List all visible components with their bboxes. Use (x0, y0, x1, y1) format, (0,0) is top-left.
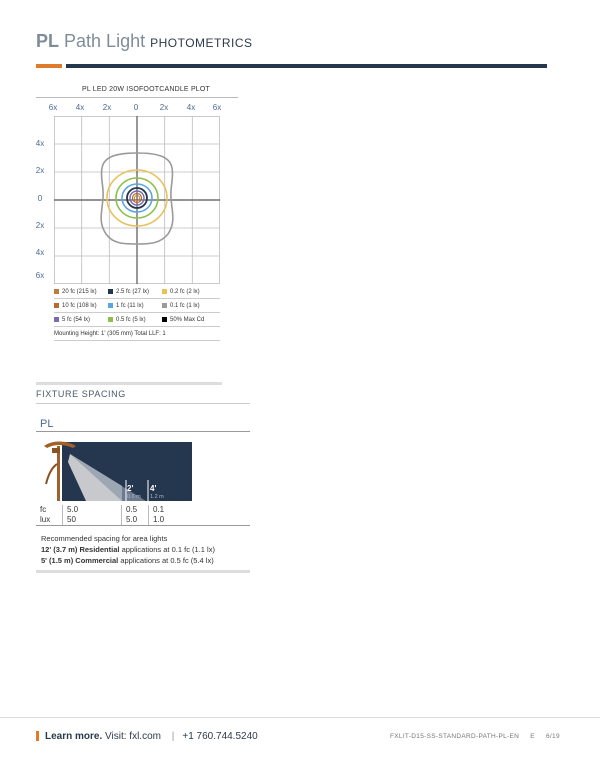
recommendation-intro: Recommended spacing for area lights (41, 534, 168, 543)
header-accent-bar (36, 64, 62, 68)
x-tick: 6x (212, 103, 222, 112)
table-row (36, 515, 250, 525)
marker-4ft: 4' (150, 484, 157, 493)
footer-accent (36, 731, 39, 741)
model-label: PL (40, 418, 54, 430)
x-tick: 4x (75, 103, 85, 112)
website-link[interactable]: Visit: fxl.com (102, 731, 161, 742)
y-tick: 4x (35, 139, 45, 148)
x-tick: 4x (186, 103, 196, 112)
legend-swatch (54, 289, 59, 294)
spacing-table (36, 505, 250, 525)
legend-item (162, 303, 214, 309)
x-tick: 2x (102, 103, 112, 112)
marker-2ft: 2' (127, 484, 134, 493)
recommendation-line (41, 544, 215, 555)
legend-row (54, 299, 220, 313)
section-rule (36, 403, 250, 404)
legend-swatch (162, 303, 167, 308)
legend-label: 1 fc (11 lx) (116, 302, 144, 309)
product-name: Path Light (64, 31, 146, 51)
recommendation-line (41, 555, 215, 566)
legend-label: 0.5 fc (5 lx) (116, 316, 146, 323)
legend-row (54, 313, 220, 327)
doc-revision: E (530, 733, 535, 740)
table-cell: 0.1 (148, 505, 164, 515)
table-row (36, 505, 250, 515)
table-cell: 0.5 (121, 505, 148, 515)
plot-title-rule (36, 97, 238, 98)
plot-title: PL LED 20W ISOFOOTCANDLE PLOT (81, 86, 211, 93)
y-tick: 2x (35, 166, 45, 175)
recommendation-bar (36, 570, 250, 573)
x-tick: 0 (133, 103, 139, 112)
legend-label: 10 fc (108 lx) (62, 302, 97, 309)
legend-swatch (54, 303, 59, 308)
y-tick: 0 (37, 194, 43, 203)
footer-contact (45, 731, 258, 742)
legend-item (108, 289, 160, 295)
section-name: PHOTOMETRICS (150, 36, 253, 50)
recommendation-emphasis: 12' (3.7 m) Residential (41, 545, 120, 554)
model-rule (36, 431, 250, 432)
doc-date: 6/19 (546, 733, 560, 740)
legend-label: 0.1 fc (1 lx) (170, 302, 200, 309)
legend-label: 50% Max Cd (170, 316, 205, 323)
doc-code: FXLIT-D15-SS-STANDARD-PATH-PL-EN (390, 733, 520, 740)
legend-label: 2.5 fc (27 lx) (116, 288, 150, 295)
table-cell: 50 (62, 515, 121, 525)
page-title (36, 31, 253, 52)
section-title: FIXTURE SPACING (36, 389, 126, 399)
recommendation-emphasis: 5' (1.5 m) Commercial (41, 556, 119, 565)
mounting-info: Mounting Height: 1' (305 mm) Total LLF: 1 (54, 327, 220, 341)
legend-swatch (108, 289, 113, 294)
recommendation-text: applications at 0.5 fc (5.4 lx) (118, 556, 214, 565)
y-tick: 2x (35, 221, 45, 230)
table-cell: 5.0 (62, 505, 121, 515)
legend-item (54, 303, 106, 309)
recommendation-text: applications at 0.1 fc (1.1 lx) (119, 545, 215, 554)
brand-code: PL (36, 31, 60, 51)
legend-swatch (108, 317, 113, 322)
legend-label: 20 fc (215 lx) (62, 288, 97, 295)
legend-swatch (162, 317, 167, 322)
table-cell: 1.0 (148, 515, 164, 525)
learn-more-label: Learn more. (45, 731, 103, 742)
legend-label: 5 fc (54 lx) (62, 316, 91, 323)
footer-rule (0, 717, 600, 718)
marker-4ft-metric: 1.2 m (150, 494, 164, 500)
legend-row (54, 285, 220, 299)
phone-number[interactable]: +1 760.744.5240 (182, 731, 258, 742)
table-cell: fc (40, 505, 47, 514)
table-cell: 5.0 (121, 515, 148, 525)
y-tick: 4x (35, 248, 45, 257)
legend-swatch (54, 317, 59, 322)
x-tick: 6x (48, 103, 58, 112)
plot-legend (54, 285, 220, 341)
isofootcandle-plot (54, 116, 220, 284)
legend-swatch (108, 303, 113, 308)
legend-item (162, 289, 214, 295)
legend-item (162, 317, 214, 323)
spacing-recommendation (41, 533, 215, 566)
marker-2ft-metric: 0.6 m (127, 494, 141, 500)
legend-item (54, 289, 106, 295)
legend-item (108, 317, 160, 323)
legend-item (54, 317, 106, 323)
document-id (390, 733, 560, 740)
section-accent-bar (36, 382, 222, 385)
legend-swatch (162, 289, 167, 294)
header-rule (66, 64, 547, 68)
table-rule (36, 525, 250, 526)
legend-label: 0.2 fc (2 lx) (170, 288, 200, 295)
table-cell: lux (40, 515, 51, 524)
footer-separator: | (171, 731, 175, 742)
y-tick: 6x (35, 271, 45, 280)
fixture-spacing-diagram (36, 436, 250, 502)
legend-item (108, 303, 160, 309)
x-tick: 2x (159, 103, 169, 112)
